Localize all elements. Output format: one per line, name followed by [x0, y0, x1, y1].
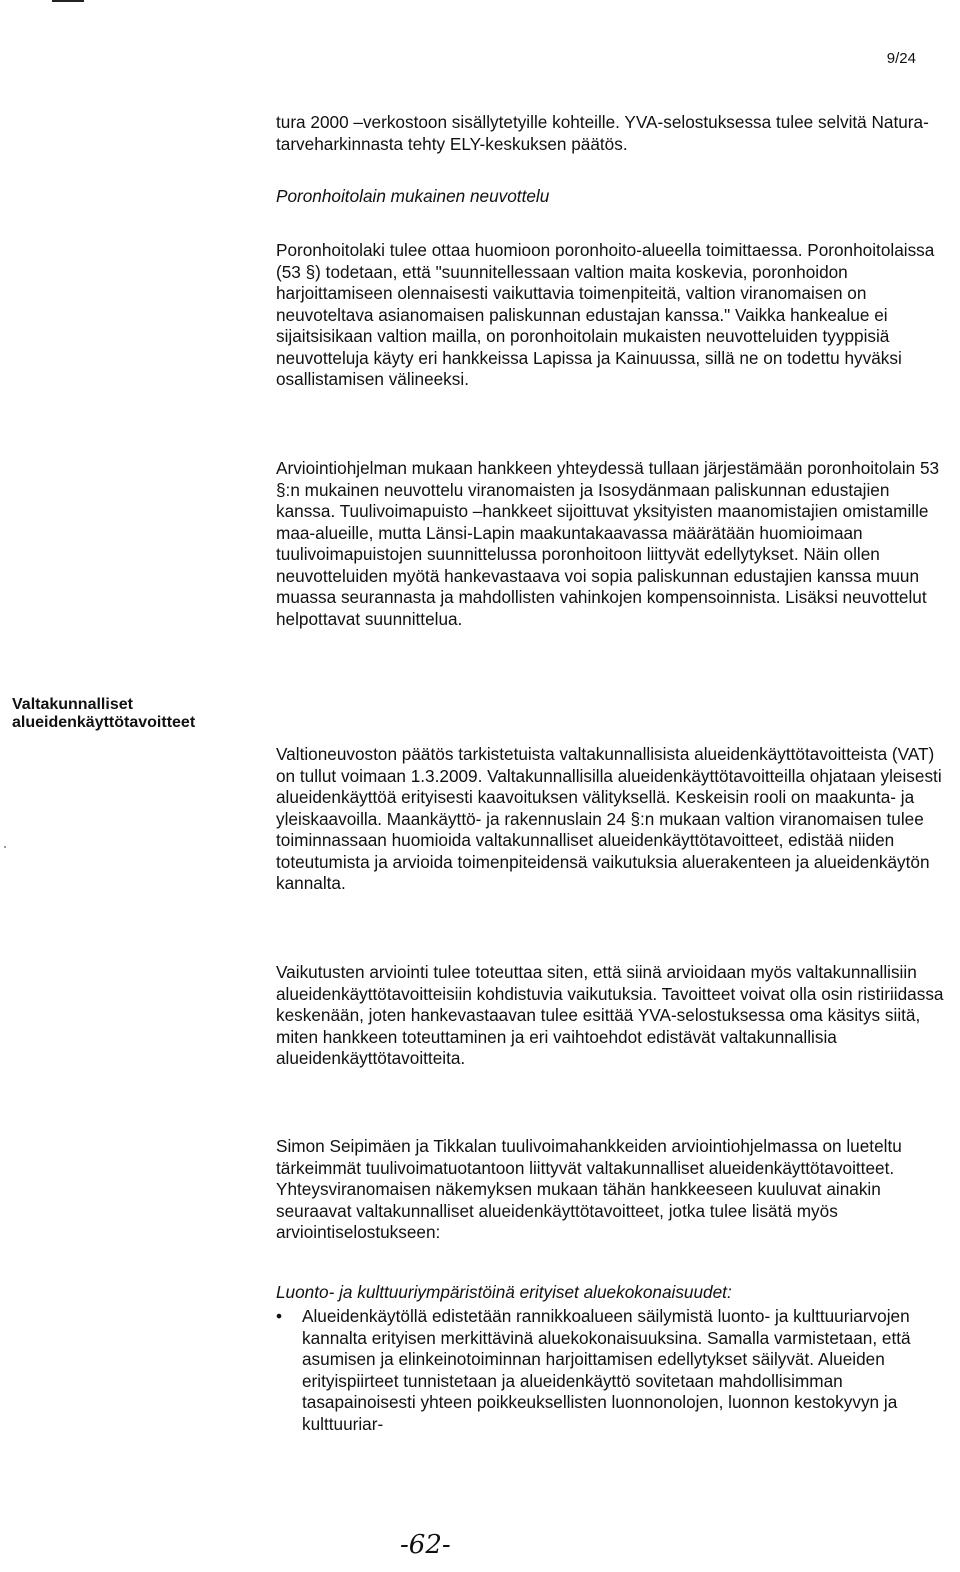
paragraph-poronhoitolaki: Poronhoitolaki tulee ottaa huomioon poronhoito-alueella toimittaessa. Poronhoitolaissa (53 §) todetaan, että "suunnitellessaan valtion maita koskevia, poronhoidon harjoittamiseen olennaisesti vaikuttavia toimenpiteitä, valtion viranomaisen on neuvoteltava asianomaisen paliskunnan edustajan kanssa." Vaikka hankealue ei sijaitsisikaan valtion mailla, on poronhoitolain mukaisten neuvotteluiden tyyppisiä neuvotteluja käyty eri hankkeissa Lapissa ja Kainuussa, sillä ne on todettu hyväksi osallistamisen välineeksi.: [276, 240, 935, 389]
list-item: • Alueidenkäytöllä edistetään rannikkoalueen säilymistä luonto- ja kulttuuriarvojen kannalta erityisen merkittävinä aluekokonaisuuksina. Samalla varmistetaan, että asumisen ja elinkeinotoiminnan harjoittamisen edellytykset säilyvät. Alueiden erityispiirteet tunnistetaan ja alueidenkäyttö sovitetaan mahdollisimman tasapainoisesti yhteen poikkeuksellisten luonnonolojen, luonnon kestokyvyn ja kulttuuriar-: [276, 1306, 952, 1435]
handwritten-page-mark: -62-: [400, 1530, 451, 1560]
bullet-list-block: [276, 1306, 952, 1435]
text-block-arviointiohjelma: [276, 458, 952, 630]
paragraph-arviointiohjelma: Arviointiohjelman mukaan hankkeen yhteydessä tullaan järjestämään poronhoitolain 53 §:n mukainen neuvottelu viranomaisten ja Isosydänmaan paliskunnan edustajien kanssa. Tuulivoimapuisto –hankkeet sijoittuvat yksityisten maanomistajien omistamille maa-alueille, mutta Länsi-Lapin maakuntakaavassa määrätään huomioimaan tuulivoimapuistojen suunnittelussa poronhoitoon liittyvät edellytykset. Näin ollen neuvotteluiden myötä hankevastaava voi sopia paliskunnan edustajien kanssa muun muassa seurannasta ja mahdollisten vahinkojen kompensoinnista. Lisäksi neuvottelut helpottavat suunnittelua.: [276, 458, 940, 629]
text-block-natura: [276, 112, 952, 155]
scan-edge-mark: [52, 0, 84, 2]
sidebar-heading: Valtakunnalliset alueidenkäyttötavoitteet: [12, 696, 196, 731]
section-title-luonto: [276, 1282, 952, 1304]
text-block-vaikutukset: [276, 962, 952, 1070]
paragraph-vaikutukset: Vaikutusten arviointi tulee toteuttaa siten, että siinä arvioidaan myös valtakunnallisiin alueidenkäyttötavoitteisiin kohdistuvia vaikutuksia. Tavoitteet voivat olla osin ristiriidassa keskenään, joten hankevastaavan tulee esittää YVA-selostuksessa oma käsitys siitä, miten hankkeen toteuttaminen ja eri vaihtoehdot edistävät valtakunnallisia alueidenkäyttötavoitteita.: [276, 962, 944, 1068]
paragraph-simon: Simon Seipimäen ja Tikkalan tuulivoimahankkeiden arviointiohjelmassa on lueteltu tärkeimmät tuulivoimatuotantoon liittyvät valtakunnalliset alueidenkäyttötavoitteet. Yhteysviranomaisen näkemyksen mukaan tähän hankkeeseen kuuluvat ainakin seuraavat valtakunnalliset alueidenkäyttötavoitteet, jotka tulee lisätä myös arviointiselostukseen:: [276, 1136, 902, 1242]
text-block-poronhoitolaki: [276, 240, 952, 391]
section-title-text: Luonto- ja kulttuuriympäristöinä erityiset aluekokonaisuudet:: [276, 1282, 732, 1302]
section-title-text: Poronhoitolain mukainen neuvottelu: [276, 186, 550, 206]
section-title-poronhoito: [276, 186, 952, 208]
scan-speck: [4, 846, 6, 848]
text-block-simon: [276, 1136, 952, 1244]
bullet-list: [276, 1306, 952, 1435]
text-block-vat: [276, 744, 952, 895]
paragraph-natura: tura 2000 –verkostoon sisällytetyille kohteille. YVA-selostuksessa tulee selvitä Natura-tarveharkinnasta tehty ELY-keskuksen päätös.: [276, 112, 929, 154]
page-number: 9/24: [886, 50, 916, 67]
paragraph-vat: Valtioneuvoston päätös tarkistetuista valtakunnallisista alueidenkäyttötavoitteista (VAT) on tullut voimaan 1.3.2009. Valtakunnallisilla alueidenkäyttötavoitteilla ohjataan yleisesti alueidenkäyttöä erityisesti kaavoituksen välityksellä. Keskeisin rooli on maakunta- ja yleiskaavoilla. Maankäyttö- ja rakennuslain 24 §:n mukaan valtion viranomaisen tulee toiminnassaan huomioida valtakunnalliset alueidenkäyttötavoitteet, edistää niiden toteutumista ja arvioida toimenpiteidensä vaikutuksia aluerakenteen ja alueidenkäytön kannalta.: [276, 744, 942, 893]
